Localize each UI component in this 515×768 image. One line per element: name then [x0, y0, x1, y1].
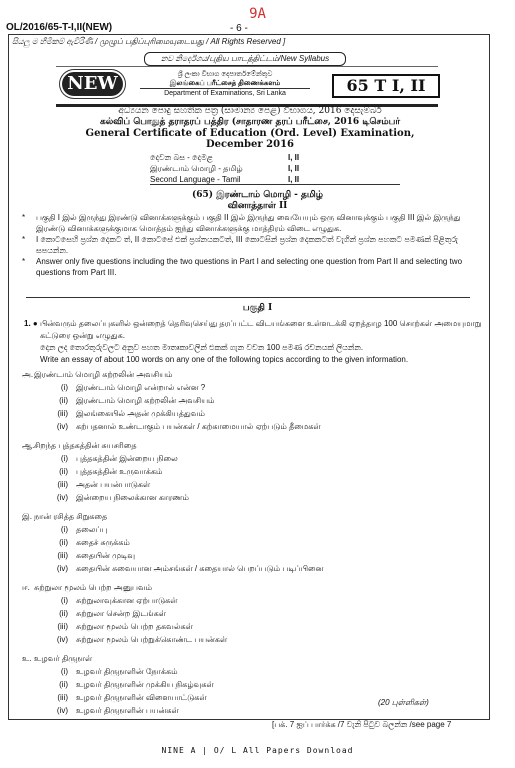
- topic-point: (i) உழவர் திருநாளின் நோக்கம்: [60, 667, 178, 676]
- exam-title-english: General Certificate of Education (Ord. Level) Examination, December 2016: [85, 128, 415, 150]
- essay-topic: [22, 439, 482, 504]
- topic-title: நான் ரசித்த சிறுகதை: [34, 512, 108, 521]
- syllabus-badge: නව නිර්දේශය/புதிய பாடத்திட்டம்/New Syllabus: [144, 52, 346, 66]
- topic-letter: உ.: [22, 654, 32, 663]
- divider: [26, 297, 470, 298]
- topic-point: (iv) கதையின் சுவையான அம்சங்கள் / கதையால் பெறப்படும் படிப்பினை: [56, 564, 324, 573]
- paper-title: [0, 190, 515, 212]
- bullet: *: [22, 235, 26, 244]
- subject-row: [150, 163, 307, 174]
- question-text-english: Write an essay of about 100 words on any one of the following topics according to the given information.: [40, 355, 409, 364]
- instruction-item: [22, 212, 478, 234]
- topic-point: (iv) சுற்றுலா மூலம் பெற்றுக்கொண்ட பயன்கள்: [56, 635, 228, 644]
- topic-letter: ஈ.: [22, 583, 30, 592]
- essay-topic: [22, 510, 482, 575]
- topic-point: (iv) இன்றைய நிலைக்கான காரணம்: [56, 493, 189, 502]
- topic-point: (iii) அதன் பயன்பாடுகள்: [57, 480, 151, 489]
- topic-point: (ii) கதைச் சுருக்கம்: [59, 538, 130, 547]
- bullet: *: [22, 213, 26, 222]
- department-block: [140, 70, 310, 98]
- see-page-note: [பக். 7 ஐப் பார்க்க /7 වැනි පිටුව බලන්න /see page 7: [272, 720, 452, 729]
- paper-title-line2: வினாத்தாள் II: [227, 201, 288, 211]
- topic-title: சுற்றுலா மூலம் பெற்ற அனுபவம்: [34, 583, 153, 592]
- marks-label: (20 புள்ளிகள்): [378, 698, 429, 707]
- topic-point: (iii) சுற்றுலா மூலம் பெற்ற தகவல்கள்: [57, 622, 193, 631]
- footer-credit: NINE A | O/ L All Papers Download: [161, 746, 354, 755]
- rights-notice: සියලු ම හිමිකම් ඇවිරිණි / முழுப் பதிப்புரிமையுடையது / All Rights Reserved ]: [12, 37, 286, 46]
- instruction-text: பகுதி I இல் இருந்து இரண்டு வினாக்களுக்கும் பகுதி II இல் இருந்து வையேயும் ஒரு வினாவுக்கும் பகுதி III இல் இருந்து இரண்டு வினாக்களுக்குமாக மொத்தம் ஐந்து வினாக்களுக்கு மாத்திரம் விடை எழுதுக.: [36, 213, 461, 233]
- subject-name: දෙවන බස - දෙමළ: [150, 153, 213, 162]
- topic-title: சிறந்த புத்தகத்தின் சுயசரிதை: [34, 441, 137, 450]
- question-text-sinhala: දෙන ලද තොරතුරුවලට අනුව පහත මාතෘකාවලින් එකක් ගැන වචන 100 පමණ රචනයක් ලියන්න.: [40, 343, 364, 352]
- exam-title-sinhala: අධ්‍යයන පොදු සහතික පත්‍ර (සාමාන්‍ය පෙළ) විභාගය, 2016 දෙසැම්බර්: [118, 106, 382, 116]
- question-number: 1. ●: [24, 319, 38, 328]
- watermark: 9A: [249, 6, 266, 22]
- department-tamil: இலங்கைப் பரீட்சைத் திணைக்களம்: [169, 80, 281, 87]
- department-english: Department of Examinations, Sri Lanka: [140, 88, 310, 98]
- department-sinhala: ශ්‍රී ලංකා විභාග දෙපාර්තමේන්තුව: [177, 71, 273, 78]
- subject-name: இரண்டாம் மொழி - தமிழ்: [150, 164, 243, 173]
- subject-paper: I, II: [288, 153, 300, 162]
- topic-point: (i) இரண்டாம் மொழி என்றால் என்ன ?: [60, 383, 206, 392]
- bullet: *: [22, 257, 26, 266]
- new-badge: NEW: [62, 72, 123, 96]
- topic-letter: அ.: [22, 370, 34, 379]
- topic-point: (i) புத்தகத்தின் இன்றைய நிலை: [60, 454, 178, 463]
- page-number: - 6 -: [230, 23, 248, 34]
- instruction-text: Answer only five questions including the two questions in Part I and selecting one question from Part II and selecting two questions from Part III.: [36, 257, 463, 277]
- essay-topic: [22, 581, 482, 646]
- instruction-item: [22, 256, 478, 278]
- question-1: [24, 318, 484, 366]
- topic-letter: ஆ.: [22, 441, 35, 450]
- subject-row: [150, 152, 307, 163]
- instructions: [22, 212, 478, 278]
- topic-title: இரண்டாம் மொழி கற்றலின் அவசியம்: [34, 370, 173, 379]
- paper-title-line1: (65) இரண்டாம் மொழி - தமிழ்: [191, 190, 324, 200]
- divider: [150, 184, 400, 185]
- topic-point: (i) தலைப்பு: [60, 525, 108, 534]
- essay-topics: [22, 368, 482, 723]
- topic-point: (iv) உழவர் திருநாளின் பயன்கள்: [56, 706, 179, 715]
- essay-topic: [22, 368, 482, 433]
- topic-point: (iii) உழவர் திருநாளின் விளையாட்டுகள்: [57, 693, 207, 702]
- topic-point: (iii) கதையின் முடிவு: [57, 551, 135, 560]
- topic-letter: இ.: [22, 512, 33, 521]
- topic-point: (ii) சுற்றுலா சென்ற இடங்கள்: [59, 609, 166, 618]
- part-heading: பகுதி I: [242, 303, 273, 313]
- paper-code-label: OL/2016/65-T-I,II(NEW): [6, 22, 113, 33]
- subject-name: Second Language - Tamil: [150, 175, 241, 184]
- subject-paper: I, II: [288, 164, 300, 173]
- instruction-item: [22, 234, 478, 256]
- instruction-text: I කොටසෙහි ප්‍රශ්න දෙකට ත්, II කොටසේ එක් ප්‍රශ්නයකටත්, III කොටසින් ප්‍රශ්න දෙකකටත් වැගින් ප්‍රශ්න පහකට පමණක් පිළිතුරු සපයන්න.: [36, 235, 458, 255]
- topic-title: உழவர் திருநாள்: [34, 654, 93, 663]
- subjects-table: [150, 152, 307, 185]
- exam-title-tamil: கல்விப் பொதுத் தராதரப் பத்திர (சாதாரண தரப் பரீட்சை, 2016 டிசெம்பர்: [99, 117, 401, 127]
- topic-point: (i) சுற்றுலாவுக்கான ஏற்பாடுகள்: [60, 596, 178, 605]
- paper-code-box: 65 T I, II: [332, 74, 440, 98]
- question-text-tamil: பின்வரும் தலைப்புகளில் ஒன்றைத் தெரிவுசெய்து தரப்பட்ட விடயங்களை உள்ளடக்கி ஏறத்தாழ 100 சொற்கள் அமையுமாறு கட்டுரை ஒன்று எழுதுக.: [40, 319, 482, 340]
- topic-point: (iii) இலங்கையில் அதன் முக்கியத்துவம்: [57, 409, 205, 418]
- topic-point: (iv) கற்பதனால் உண்டாகும் பயன்கள் / கற்காமையால் ஏற்படும் தீமைகள்: [56, 422, 321, 431]
- topic-point: (ii) புத்தகத்தின் உருவாக்கம்: [59, 467, 163, 476]
- topic-point: (ii) உழவர் திருநாளின் முக்கிய நிகழ்வுகள்: [59, 680, 214, 689]
- exam-title: [60, 106, 440, 150]
- topic-point: (ii) இரண்டாம் மொழி கற்றலின் அவசியம்: [59, 396, 215, 405]
- subject-paper: I, II: [288, 175, 300, 184]
